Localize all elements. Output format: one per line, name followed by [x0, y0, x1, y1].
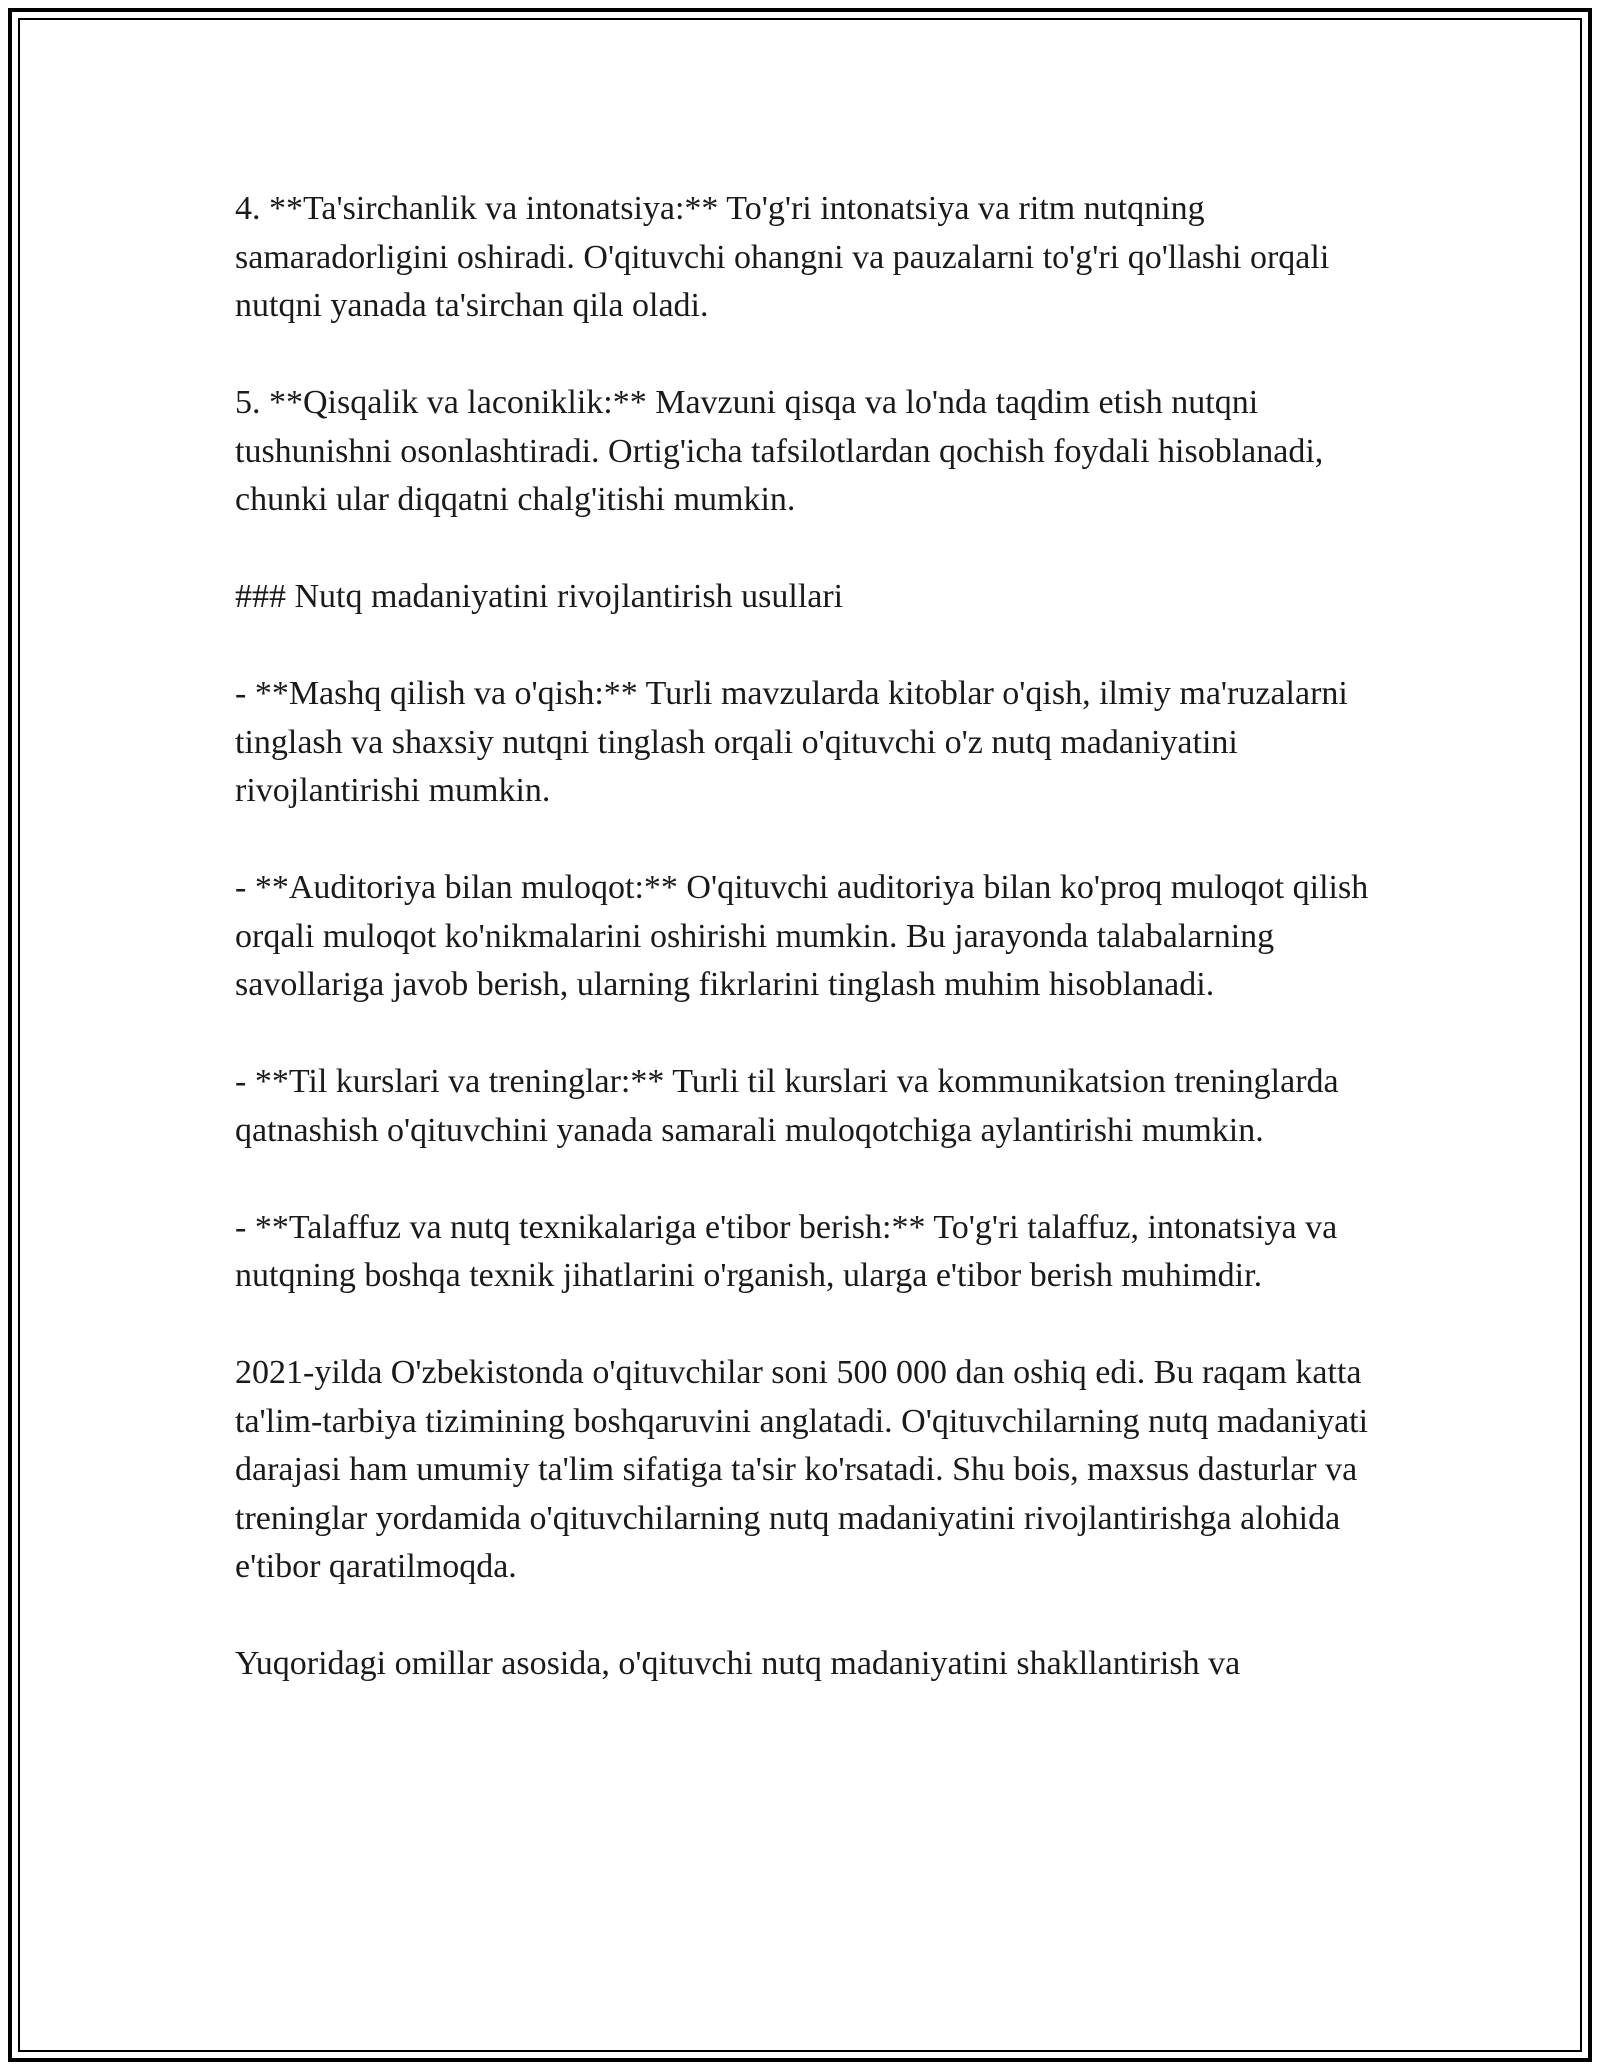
bullet-audience-communication: - **Auditoriya bilan muloqot:** O'qituvchi auditoriya bilan ko'proq muloqot qilish orqali muloqot ko'nikmalarini oshirishi mumkin. Bu jarayonda talabalarning savollariga javob berish, ularning fikrlarini tinglash muhim hisoblanadi.: [235, 869, 1377, 1003]
bullet-language-courses: - **Til kurslari va treninglar:** Turli til kurslari va kommunikatsion treninglarda qatnashish o'qituvchini yanada samarali muloqotchiga aylantirishi mumkin.: [235, 1063, 1348, 1149]
paragraph-conclusion-start: Yuqoridagi omillar asosida, o'qituvchi nutq madaniyatini shakllantirish va: [235, 1645, 1241, 1682]
paragraph-statistics-2021: 2021-yilda O'zbekistonda o'qituvchilar soni 500 000 dan oshiq edi. Bu raqam katta ta'lim-tarbiya tizimining boshqaruvini anglatadi. O'qituvchilarning nutq madaniyati darajasi ham umumiy ta'lim sifatiga ta'sir ko'rsatadi. Shu bois, maxsus dasturlar va treninglar yordamida o'qituvchilarning nutq madaniyatini rivojlantirishga alohida e'tibor qaratilmoqda.: [235, 1354, 1377, 1585]
section-heading: ### Nutq madaniyatini rivojlantirish usullari: [235, 578, 844, 615]
document-body: [235, 185, 1380, 1689]
bullet-pronunciation-techniques: - **Talaffuz va nutq texnikalariga e'tibor berish:** To'g'ri talaffuz, intonatsiya va nutqning boshqa texnik jihatlarini o'rganish, ularga e'tibor berish muhimdir.: [235, 1208, 1346, 1294]
paragraph-item-5-brevity: 5. **Qisqalik va laconiklik:** Mavzuni qisqa va lo'nda taqdim etish nutqni tushunishni osonlashtiradi. Ortig'icha tafsilotlardan qochish foydali hisoblanadi, chunki ular diqqatni chalg'itishi mumkin.: [235, 384, 1332, 518]
paragraph-item-4-expressiveness: 4. **Ta'sirchanlik va intonatsiya:** To'g'ri intonatsiya va ritm nutqning samaradorligini oshiradi. O'qituvchi ohangni va pauzalarni to'g'ri qo'llashi orqali nutqni yanada ta'sirchan qila oladi.: [235, 190, 1338, 324]
bullet-practice-reading: - **Mashq qilish va o'qish:** Turli mavzularda kitoblar o'qish, ilmiy ma'ruzalarni tinglash va shaxsiy nutqni tinglash orqali o'qituvchi o'z nutq madaniyatini rivojlantirishi mumkin.: [235, 675, 1357, 809]
